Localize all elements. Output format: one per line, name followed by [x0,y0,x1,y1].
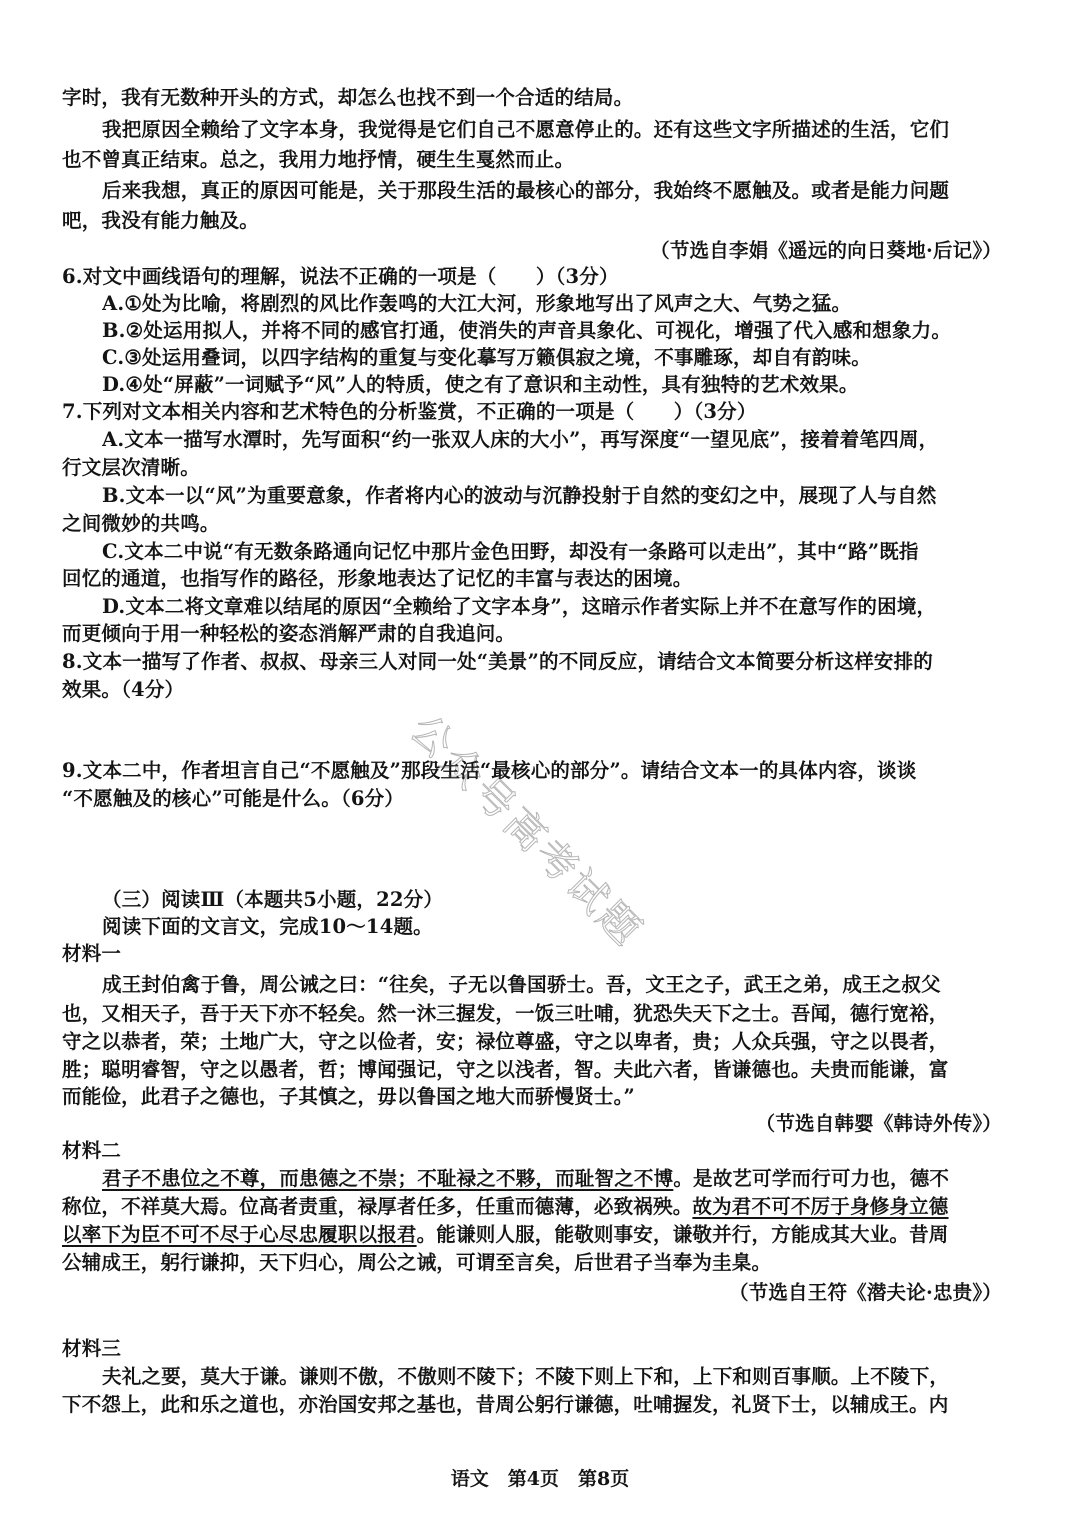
question-7-option-c-cont: 回忆的通道，也指写作的路径，形象地表达了记忆的丰富与表达的困境。 [62,567,693,590]
watermark-text: 公众号高考试题 [401,706,652,957]
question-6-option-a: A.①处为比喻，将剧烈的风比作轰鸣的大江大河，形象地写出了风声之大、气势之猛。 [102,292,852,315]
material-1-line: 守之以恭者，荣；土地广大，守之以俭者，安；禄位尊盛，守之以卑者，贵；人众兵强，守之以畏者， [62,1030,949,1053]
question-6-option-d: D.④处“屏蔽”一词赋予“风”人的特质，使之有了意识和主动性，具有独特的艺术效果。 [102,373,859,396]
material-3-line: 下不怨上，此和乐之道也，亦治国安邦之基也，昔周公躬行谦德，吐哺握发，礼贤下士，以辅成王。内 [62,1393,949,1416]
material-2-line [62,1193,1018,1220]
passage-line: 后来我想，真正的原因可能是，关于那段生活的最核心的部分，我始终不愿触及。或者是能力问题 [102,179,950,202]
question-8: 8.文本一描写了作者、叔叔、母亲三人对同一处“美景”的不同反应，请结合文本简要分析这样安排的 [62,650,933,673]
underlined-sentence: 君子不患位之不尊，而患德之不崇；不耻禄之不夥，而耻智之不博 [102,1167,674,1190]
passage-line: 吧，我没有能力触及。 [62,209,260,232]
question-7-option-a-cont: 行文层次清晰。 [62,456,200,479]
sentence: 。是故艺可学而行可力也，德不 [673,1167,950,1190]
material-2-label: 材料二 [62,1139,122,1162]
material-1-source: （节选自韩婴《韩诗外传》） [755,1112,1002,1135]
question-6-option-c: C.③处运用叠词，以四字结构的重复与变化摹写万籁俱寂之境，不事雕琢，却自有韵味。 [102,346,871,369]
material-3-line: 夫礼之要，莫大于谦。谦则不傲，不傲则不陵下；不陵下则上下和，上下和则百事顺。上不陵下， [102,1365,950,1388]
question-8-cont: 效果。（4分） [62,678,185,701]
underlined-sentence: 故为君不可不厉于身修身立德 [692,1195,949,1218]
material-2-source: （节选自王符《潜夫论·忠贵》） [728,1281,1002,1304]
material-1-line: 成王封伯禽于鲁，周公诫之曰：“往矣，子无以鲁国骄士。吾，文王之子，武王之弟，成王之叔父 [102,973,941,996]
passage-line: 字时，我有无数种开头的方式，却怎么也找不到一个合适的结局。 [62,86,634,109]
underlined-sentence: 以率下为臣不可不尽于心尽忠履职以报君 [62,1223,417,1246]
question-7-option-d-cont: 而更倾向于用一种轻松的姿态消解严肃的自我追问。 [62,622,516,645]
material-3-label: 材料三 [62,1337,122,1360]
question-9: 9.文本二中，作者坦言自己“不愿触及”那段生活“最核心的部分”。请结合文本一的具体内容，谈谈 [62,759,917,782]
material-2-line: 公辅成王，躬行谦抑，天下归心，周公之诫，可谓至言矣，后世君子当奉为圭臬。 [62,1251,772,1274]
passage-line: 我把原因全赖给了文字本身，我觉得是它们自己不愿意停止的。还有这些文字所描述的生活，它们 [102,118,950,141]
question-7-stem: 7.下列对文本相关内容和艺术特色的分析鉴赏，不正确的一项是（ ）（3分） [62,400,757,423]
question-9-cont: “不愿触及的核心”可能是什么。（6分） [62,787,405,810]
material-1-line: 胜；聪明睿智，守之以愚者，哲；博闻强记，守之以浅者，智。夫此六者，皆谦德也。夫贵而能谦，富 [62,1058,949,1081]
page-footer: 语文 第4页 第8页 [450,1468,630,1490]
passage-line: 也不曾真正结束。总之，我用力地抒情，硬生生戛然而止。 [62,148,575,171]
section-3-instruction: 阅读下面的文言文，完成10～14题。 [102,915,433,938]
sentence: 称位，不祥莫大焉。位高者责重，禄厚者任多，任重而德薄，必致祸殃。 [62,1195,693,1218]
material-2-line [102,1165,1018,1192]
question-7-option-b: B.文本一以“风”为重要意象，作者将内心的波动与沉静投射于自然的变幻之中，展现了人与自然 [102,484,937,507]
question-7-option-b-cont: 之间微妙的共鸣。 [62,512,220,535]
question-7-option-c: C.文本二中说“有无数条路通向记忆中那片金色田野，却没有一条路可以走出”，其中“路”既指 [102,540,919,563]
sentence: 。能谦则人服，能敬则事安，谦敬并行，方能成其大业。昔周 [416,1223,949,1246]
question-6-stem: 6.对文中画线语句的理解，说法不正确的一项是（ ）（3分） [62,265,619,288]
passage-source: （节选自李娟《遥远的向日葵地·后记》） [650,239,1002,262]
material-1-label: 材料一 [62,942,122,965]
material-1-line: 而能俭，此君子之德也，子其慎之，毋以鲁国之地大而骄慢贤士。” [62,1085,635,1108]
question-6-option-b: B.②处运用拟人，并将不同的感官打通，使消失的声音具象化、可视化，增强了代入感和想象力。 [102,319,952,342]
question-7-option-d: D.文本二将文章难以结尾的原因“全赖给了文字本身”，这暗示作者实际上并不在意写作的困境， [102,595,937,618]
question-7-option-a: A.文本一描写水潭时，先写面积“约一张双人床的大小”，再写深度“一望见底”，接着着笔四周， [102,428,939,451]
material-2-line [62,1221,1018,1248]
section-3-title: （三）阅读Ⅲ（本题共5小题，22分） [102,888,444,911]
material-1-line: 也，又相天子，吾于天下亦不轻矣。然一沐三握发，一饭三吐哺，犹恐失天下之士。吾闻，德行宽裕， [62,1002,949,1025]
